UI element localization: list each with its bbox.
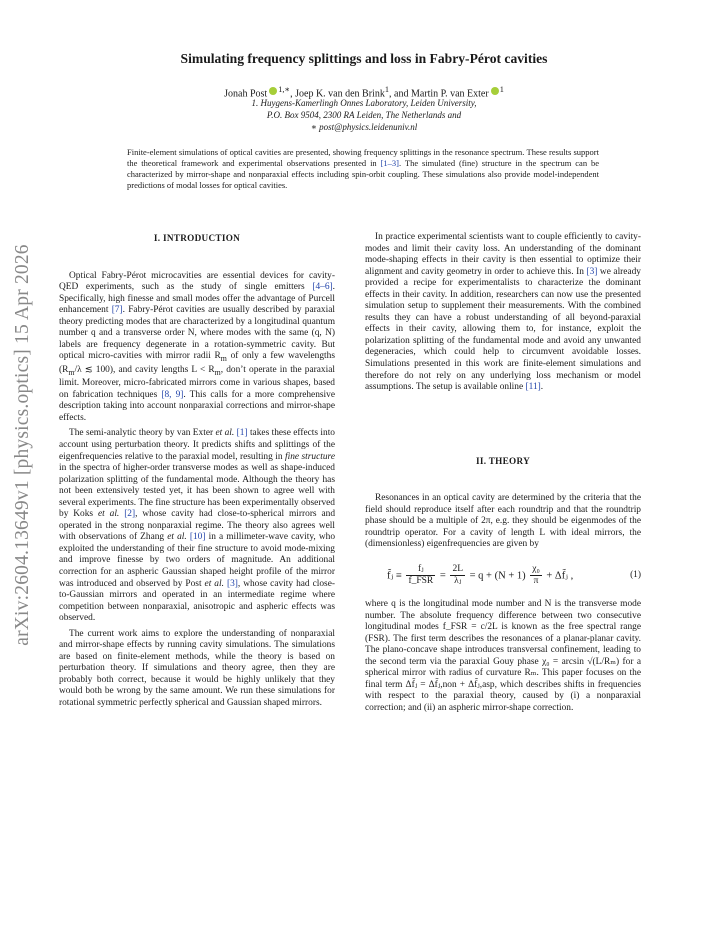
paragraph [365, 232, 641, 394]
fraction [530, 564, 542, 588]
numerator: 2L [450, 564, 465, 577]
citation-link[interactable]: [11] [525, 382, 541, 393]
denominator: f_FSR [408, 576, 434, 587]
arxiv-stamp [8, 225, 38, 665]
text: we already provided a recipe for experimentalists to characterize the dominant effects in their cavity. In addition, researchers can now use the presented simulation setup to supplement their measurements. With the combined results they can have a robust understanding of all beyond-paraxial effects in their cavity, allowing them to, for instance, exploit the polarization splitting of the fundamental mode and avoid any unwanted degeneracies, which could help to circumvent avoidable losses. Simulations presented in this work are finite-element simulations and therefore do not rely on any underlying loss mechanism or model assumptions. The setup is available online [365, 266, 641, 393]
text: in a millimeter-wave cavity, who exploited the understanding of their fine structure to avoid mode-mixing and improve finesse by two orders of magnitude. An additional correction for an aspheric Gaussian shaped height profile of the mirror was introduced and observed by Post [59, 532, 336, 589]
text: , don’t operate in the paraxial limit. Moreover, micro-fabricated mirrors come in various shapes, based on fabrication techniques [59, 364, 335, 400]
citation-link[interactable]: [3] [586, 266, 598, 277]
paragraph: where q is the longitudinal mode number and N is the transverse mode number. The absolute frequency difference between two consecutive longitudinal modes f_FSR = c/2L is known as the free spectral range (FSR). The first term describes the resonances of a planar-planar cavity. The plano-concave shape introduces transversal confinement, leading to the second term via the paraxial Gouy phase χ₀ = arcsin √(L/Rₘ) for a spherical mirror with radius of curvature Rₘ. This paper focuses on the final term Δf̃ⱼ = Δf̃ⱼ,non + Δf̃ⱼ,asp, which describes shifts in frequencies with respect to the paraxial theory, caused by (i) a nonparaxial correction; and (ii) an aspheric mirror-shape correction. [365, 599, 641, 713]
paragraph [59, 428, 335, 624]
citation-link[interactable]: [2] [124, 509, 136, 520]
eq-term: + Δf̃ⱼ , [546, 570, 574, 582]
text: /λ ≲ 100), and cavity lengths L < R [74, 364, 215, 375]
left-column [59, 233, 335, 710]
text: . Specifically, high finesse and small modes offer the advantage of Purcell enhancement [59, 282, 335, 316]
text: Optical Fabry-Pérot microcavities are essential devices for cavity-QED experiments, such as the study of single emitters [59, 270, 335, 293]
abstract-text: Finite-element simulations of optical cavities are presented, showing frequency splittings in the resonance spectrum. These results support the theoretical framework and experimental observations presented in [127, 147, 599, 168]
text: et al. [167, 532, 187, 543]
numerator: fⱼ [406, 564, 435, 577]
abstract-text: . The simulated (fine) structure in the spectrum can be characterized by mirror-shape and nonparaxial effects including spin-orbit coupling. These simulations also provide model-independent predictions of modal losses for optical cavities. [127, 158, 600, 190]
subscript: m [68, 367, 75, 377]
abstract [127, 147, 599, 191]
citation-link[interactable]: [10] [189, 532, 206, 543]
text: . [540, 382, 544, 393]
affiliation [60, 97, 668, 133]
citation-link[interactable]: [8, 9] [161, 389, 184, 400]
numerator: χ₀ [530, 564, 542, 577]
citation-link[interactable]: [7] [111, 305, 123, 316]
paper-title: Simulating frequency splittings and loss in Fabry-Pérot cavities [180, 51, 548, 66]
text: , whose cavity had close-to-Gaussian mirrors and operated in an intermediate regime where competition between nonparaxial, anisotropic and aspheric effects was observed. [59, 578, 335, 624]
text: in the spectra of higher-order transverse modes as well as shape-induced polarization splitting of the fundamental mode. Although the theory has not been extensively tested yet, it has been shown to agree well with several experiments. The fine structure has been experimentally observed by Koks [59, 463, 335, 520]
arxiv-id: arXiv:2604.13649v1 [physics.optics] 15 Apr 2026 [12, 244, 33, 646]
paragraph: The current work aims to explore the understanding of nonparaxial and mirror-shape effects by running cavity simulations. The simulations are based on finite-element methods, while the theory is based on perturbation theory. If simulations and theory agree, then they are probably both correct, because it would be highly unlikely that they would both be wrong by the same amount. We run these simulations for rotational symmetric perfectly spherical and Gaussian shaped mirrors. [59, 628, 335, 708]
eq-term: f̃ⱼ ≡ [387, 570, 402, 582]
right-column [365, 232, 641, 715]
text: et al. [215, 428, 235, 439]
text: . This calls for a more comprehensive description taking into account nonparaxial corrections and mirror-shape effects. [59, 389, 335, 423]
section-heading-introduction: I. INTRODUCTION [153, 233, 241, 243]
text: The semi-analytic theory by van Exter [69, 428, 216, 439]
citation-link[interactable]: [1] [236, 428, 248, 439]
denominator: π [533, 576, 539, 587]
orcid-icon[interactable] [491, 87, 499, 95]
section-heading-theory: II. THEORY [475, 455, 531, 466]
author-name: , and Martin P. van Exter [389, 88, 489, 100]
text: , whose cavity had close-to-spherical mirrors and operated in the strong nonparaxial regime. The theory also agrees well with observations of Zhang [59, 509, 336, 543]
paragraph: Resonances in an optical cavity are determined by the criteria that the field should reproduce itself after each roundtrip and that the roundtrip phase should be a multiple of 2π, e.g. they should be eigenmodes of the roundtrip operator. For a cavity of length L with ideal mirrors, the (dimensionless) eigenfrequencies are given by [365, 493, 641, 550]
text: In practice experimental scientists want to couple efficiently to cavity-modes and limit their cavity loss. An understanding of the dominant mode-shaping effects in their cavity is then essential to optimize their alignment and cavity geometry in order to achieve this. In [365, 232, 641, 277]
text: takes these effects into account using perturbation theory. It predicts shifts and splittings of the eigenfrequencies relative to the paraxial model, resulting in [59, 428, 335, 462]
subscript: m [214, 367, 221, 377]
citation-link[interactable]: [4–6] [312, 282, 333, 293]
equation-1 [365, 564, 641, 588]
eq-term: = [439, 570, 446, 582]
text: fine structure [284, 451, 335, 462]
fraction [406, 564, 435, 588]
author-affil-mark: 1,∗ [278, 85, 291, 94]
author-affil-mark: 1 [499, 85, 504, 94]
fraction [450, 564, 465, 588]
affiliation-line: P.O. Box 9504, 2300 RA Leiden, The Netherlands and [266, 110, 462, 120]
text: et al. [97, 509, 120, 520]
orcid-icon[interactable] [269, 87, 277, 95]
author-name: Jonah Post [224, 88, 268, 100]
denominator: λⱼ [454, 576, 462, 587]
author-affil-mark: 1 [384, 85, 389, 94]
text: . Fabry-Pérot cavities are usually described by paraxial theory predicting modes that are characterized by a longitudinal quantum number q and a transverse order N, where modes with the same (q, N) labels are frequency degenerate in a rotation-symmetric cavity. But optical micro-cavities with mirror radii R [59, 305, 335, 362]
eq-term: = q + (N + 1) [469, 570, 526, 582]
affiliation-line: 1. Huygens-Kamerlingh Onnes Laboratory, Leiden University, [251, 98, 477, 108]
citation-link[interactable]: [1–3] [380, 158, 400, 168]
text: et al. [204, 578, 224, 589]
paragraph [59, 271, 335, 425]
subscript: m [220, 354, 227, 364]
equation-number: (1) [630, 570, 641, 581]
author-name: , Joep K. van den Brink [290, 88, 385, 100]
citation-link[interactable]: [3] [226, 578, 238, 589]
text: of only a few wavelengths (R [59, 351, 335, 375]
corresponding-email: ∗ post@physics.leidenuniv.nl [310, 122, 418, 132]
